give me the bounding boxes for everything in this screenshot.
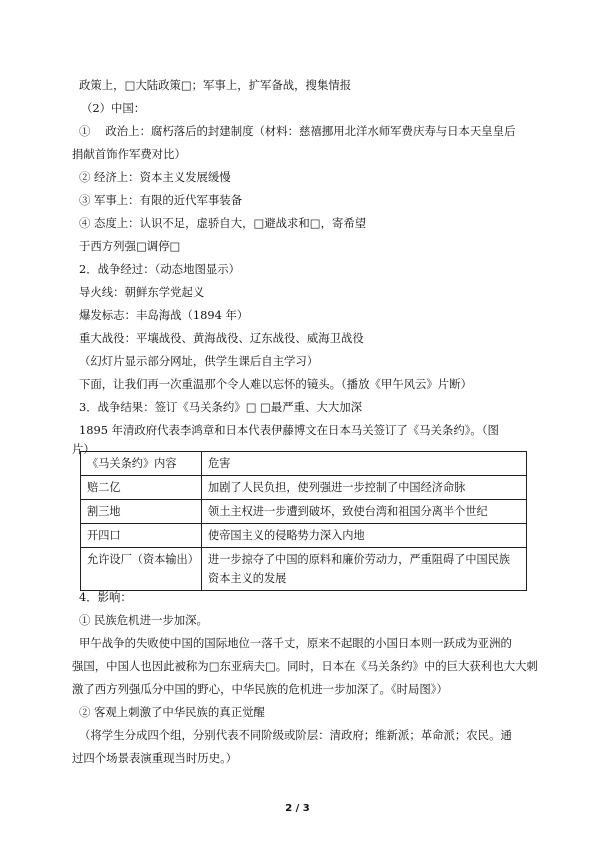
text-line: （幻灯片显示部分网址，供学生课后自主学习）	[79, 354, 319, 368]
table-cell: 进一步掠夺了中国的原料和廉价劳动力，严重阻碍了中国民族资本主义的发展	[202, 548, 527, 591]
text-line: ② 客观上刺激了中华民族的真正觉醒	[79, 705, 265, 719]
section-heading: 3．战争结果：签订《马关条约》□ □最严重、大大加深	[79, 400, 362, 414]
text-line: 过四个场景表演重现当时历史。）	[72, 751, 238, 765]
text-line: （将学生分成四个组，分别代表不同阶级或阶层：清政府；维新派；革命派；农民。通	[79, 728, 512, 742]
section-heading: 4．影响：	[79, 590, 132, 604]
table-cell: 加剧了人民负担，使列强进一步控制了中国经济命脉	[202, 476, 527, 500]
text-line: （2）中国：	[81, 101, 146, 115]
table-cell: 使帝国主义的侵略势力深入内地	[202, 524, 527, 548]
text-line: 下面，让我们再一次重温那个令人难以忘怀的镜头。（播放《甲午风云》片断）	[79, 377, 472, 391]
text-line: 1895 年清政府代表李鸿章和日本代表伊藤博文在日本马关签订了《马关条约》。（图	[79, 423, 499, 437]
text-line: 重大战役：平壤战役、黄海战役、辽东战役、威海卫战役	[79, 331, 364, 345]
text-line: 强国，中国人也因此被称为□东亚病夫□。同时，日本在《马关条约》中的巨大获利也大大刺	[72, 659, 538, 673]
table-row	[81, 524, 527, 548]
text-line: ① 民族危机进一步加深。	[79, 613, 208, 627]
text-line: ② 经济上：资本主义发展缓慢	[79, 170, 231, 184]
text-line: 于西方列强□调停□	[79, 239, 181, 253]
treaty-table	[80, 451, 527, 591]
text-line: ④ 态度上：认识不足，虚骄自大，□避战求和□，寄希望	[79, 216, 367, 230]
table-cell: 开四口	[81, 524, 202, 548]
text-line: 片）	[72, 442, 95, 456]
page-number: 2 / 3	[285, 803, 310, 814]
table-header-cell: 危害	[202, 452, 527, 476]
text-line: 捐献首饰作军费对比）	[72, 147, 186, 161]
table-cell: 允许设厂（资本输出）	[81, 548, 202, 591]
text-line: ③ 军事上：有限的近代军事装备	[79, 193, 243, 207]
text-line: 爆发标志：丰岛海战（1894 年）	[79, 308, 249, 322]
text-line: ① 政治上：腐朽落后的封建制度（材料：慈禧挪用北洋水师军费庆寿与日本天皇皇后	[79, 124, 516, 138]
text-line: 甲午战争的失败使中国的国际地位一落千丈，原来不起眼的小国日本则一跃成为亚洲的	[79, 636, 512, 650]
table-cell: 领土主权进一步遭到破坏，致使台湾和祖国分离半个世纪	[202, 500, 527, 524]
table-row	[81, 500, 527, 524]
table-row	[81, 548, 527, 591]
table-cell: 赔二亿	[81, 476, 202, 500]
text-line: 政策上，□大陆政策□；军事上，扩军备战，搜集情报	[79, 78, 352, 92]
table-header-cell: 《马关条约》内容	[81, 452, 202, 476]
section-heading: 2．战争经过：（动态地图显示）	[79, 262, 241, 276]
table-cell: 割三地	[81, 500, 202, 524]
text-line: 导火线：朝鲜东学党起义	[79, 285, 205, 299]
table-header-row	[81, 452, 527, 476]
text-line: 激了西方列强瓜分中国的野心，中华民族的危机进一步加深了。《时局图》）	[72, 682, 448, 696]
table-row	[81, 476, 527, 500]
